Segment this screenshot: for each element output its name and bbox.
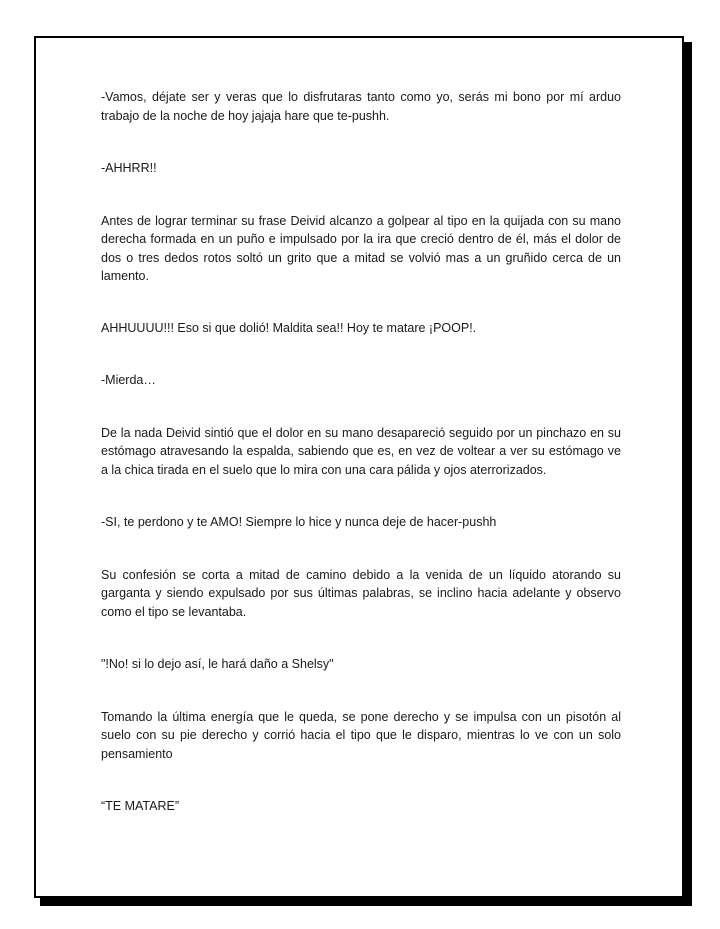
paragraph-6: De la nada Deivid sintió que el dolor en su mano desapareció seguido por un pinchazo en su estómago atravesando la espalda, sabiendo que es, en vez de voltear a ver su estómago ve a la chica tirada en el suelo que lo mira con una cara pálida y ojos aterrorizados. (101, 425, 621, 477)
paragraph-3: Antes de lograr terminar su frase Deivid alcanzo a golpear al tipo en la quijada con su mano derecha formada en un puño e impulsado por la ira que creció dentro de él, más el dolor de dos o tres dedos rotos soltó un grito que a mitad se volvió mas a un gruñido cerca de un lamento. (101, 213, 621, 283)
paragraph-9: "!No! si lo dejo así, le hará daño a Shelsy" (101, 657, 334, 671)
document-page (34, 36, 684, 898)
paragraph-11: “TE MATARE” (101, 799, 180, 813)
paragraph-2: -AHHRR!! (101, 161, 157, 175)
paragraph-5: -Mierda… (101, 373, 156, 387)
paragraph-10: Tomando la última energía que le queda, se pone derecho y se impulsa con un pisotón al suelo con su pie derecho y corrió hacia el tipo que le disparo, mientras lo ve con un solo pensamiento (101, 709, 621, 761)
paragraph-7: -SI, te perdono y te AMO! Siempre lo hice y nunca deje de hacer-pushh (101, 515, 497, 529)
paragraph-4: AHHUUUU!!! Eso si que dolió! Maldita sea!! Hoy te matare ¡POOP!. (101, 320, 477, 335)
page-content (101, 88, 621, 816)
paragraph-1: -Vamos, déjate ser y veras que lo disfrutaras tanto como yo, serás mi bono por mí arduo trabajo de la noche de hoy jajaja hare que te-pushh. (101, 90, 621, 123)
paragraph-8: Su confesión se corta a mitad de camino debido a la venida de un líquido atorando su garganta y siendo expulsado por sus últimas palabras, se inclino hacia adelante y observo como el tipo se levantaba. (101, 567, 621, 619)
